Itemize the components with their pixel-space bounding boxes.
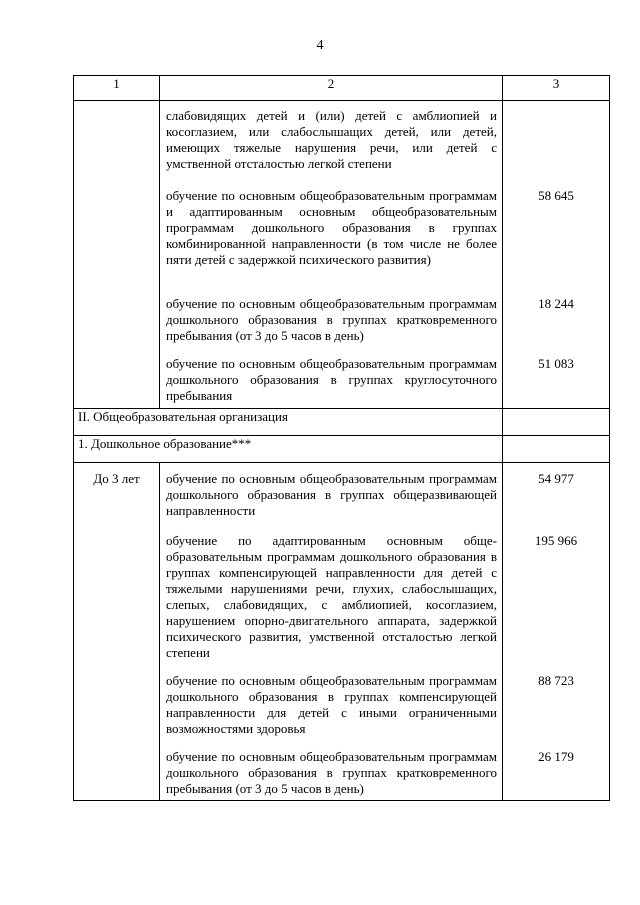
description-cell bbox=[160, 463, 503, 801]
row-value: 18 244 bbox=[538, 296, 574, 311]
row-description: слабовидящих детей и (или) детей с амблиопией и косоглазием, или слабослышащих детей, или детей, имеющих тяжелые нарушения речи, или детей с умственной отсталостью легкой степени bbox=[166, 108, 497, 171]
tariff-table bbox=[73, 75, 610, 801]
row-value: 26 179 bbox=[538, 749, 574, 764]
age-group-label: До 3 лет bbox=[93, 471, 140, 486]
row-description: обучение по основным общеобразовательным программам дошкольного образования в группах компенсирующей направленности для детей с иными ограниченными возможностями здоровья bbox=[166, 673, 497, 736]
row-value: 54 977 bbox=[538, 471, 574, 486]
section-row bbox=[74, 409, 610, 436]
section-value-cell bbox=[503, 436, 610, 463]
section-title: II. Общеобразовательная организация bbox=[78, 409, 288, 424]
page-number: 4 bbox=[316, 38, 324, 53]
value-cell bbox=[503, 463, 610, 801]
row-description: обучение по адаптированным основным обще-образовательным программам дошкольного образования в группах компенсирующей направленности для детей с тяжелыми нарушениями речи, глухих, слабослышащих, слепых, слабовидящих, с амблиопией, косоглазием, нарушением опорно-двигательного аппарата, задержкой психического развития, умственной отсталостью легкой степени bbox=[166, 533, 497, 660]
section-label-cell bbox=[74, 409, 503, 436]
row-description: обучение по основным общеобразовательным программам и адаптированным основным общеобразовательным программам дошкольного образования в группах комбинированной направленности (в том числе не более пяти детей с задержкой психического развития) bbox=[166, 188, 497, 267]
table-header-row bbox=[74, 76, 610, 101]
age-cell bbox=[74, 463, 160, 801]
section-row bbox=[74, 436, 610, 463]
row-description: обучение по основным общеобразовательным программам дошкольного образования в группах общеразвивающей направленности bbox=[166, 471, 497, 518]
row-value: 58 645 bbox=[538, 188, 574, 203]
section-label-cell bbox=[74, 436, 503, 463]
section-title: 1. Дошкольное образование*** bbox=[78, 436, 252, 451]
row-value: 88 723 bbox=[538, 673, 574, 688]
row-description: обучение по основным общеобразовательным программам дошкольного образования в группах кратковременного пребывания (от 3 до 5 часов в день) bbox=[166, 296, 497, 343]
age-cell-empty bbox=[74, 101, 160, 409]
column-header-1: 1 bbox=[74, 76, 160, 101]
value-cell bbox=[503, 101, 610, 409]
table-row bbox=[74, 101, 610, 409]
row-value: 51 083 bbox=[538, 356, 574, 371]
row-value: 195 966 bbox=[534, 533, 578, 548]
column-header-3: 3 bbox=[503, 76, 610, 101]
row-description: обучение по основным общеобразовательным программам дошкольного образования в группах круглосуточного пребывания bbox=[166, 356, 497, 403]
row-value bbox=[503, 108, 609, 172]
description-cell bbox=[160, 101, 503, 409]
table-row bbox=[74, 463, 610, 801]
row-description: обучение по основным общеобразовательным программам дошкольного образования в группах кратковременного пребывания (от 3 до 5 часов в день) bbox=[166, 749, 497, 796]
section-value-cell bbox=[503, 409, 610, 436]
column-header-2: 2 bbox=[160, 76, 503, 101]
